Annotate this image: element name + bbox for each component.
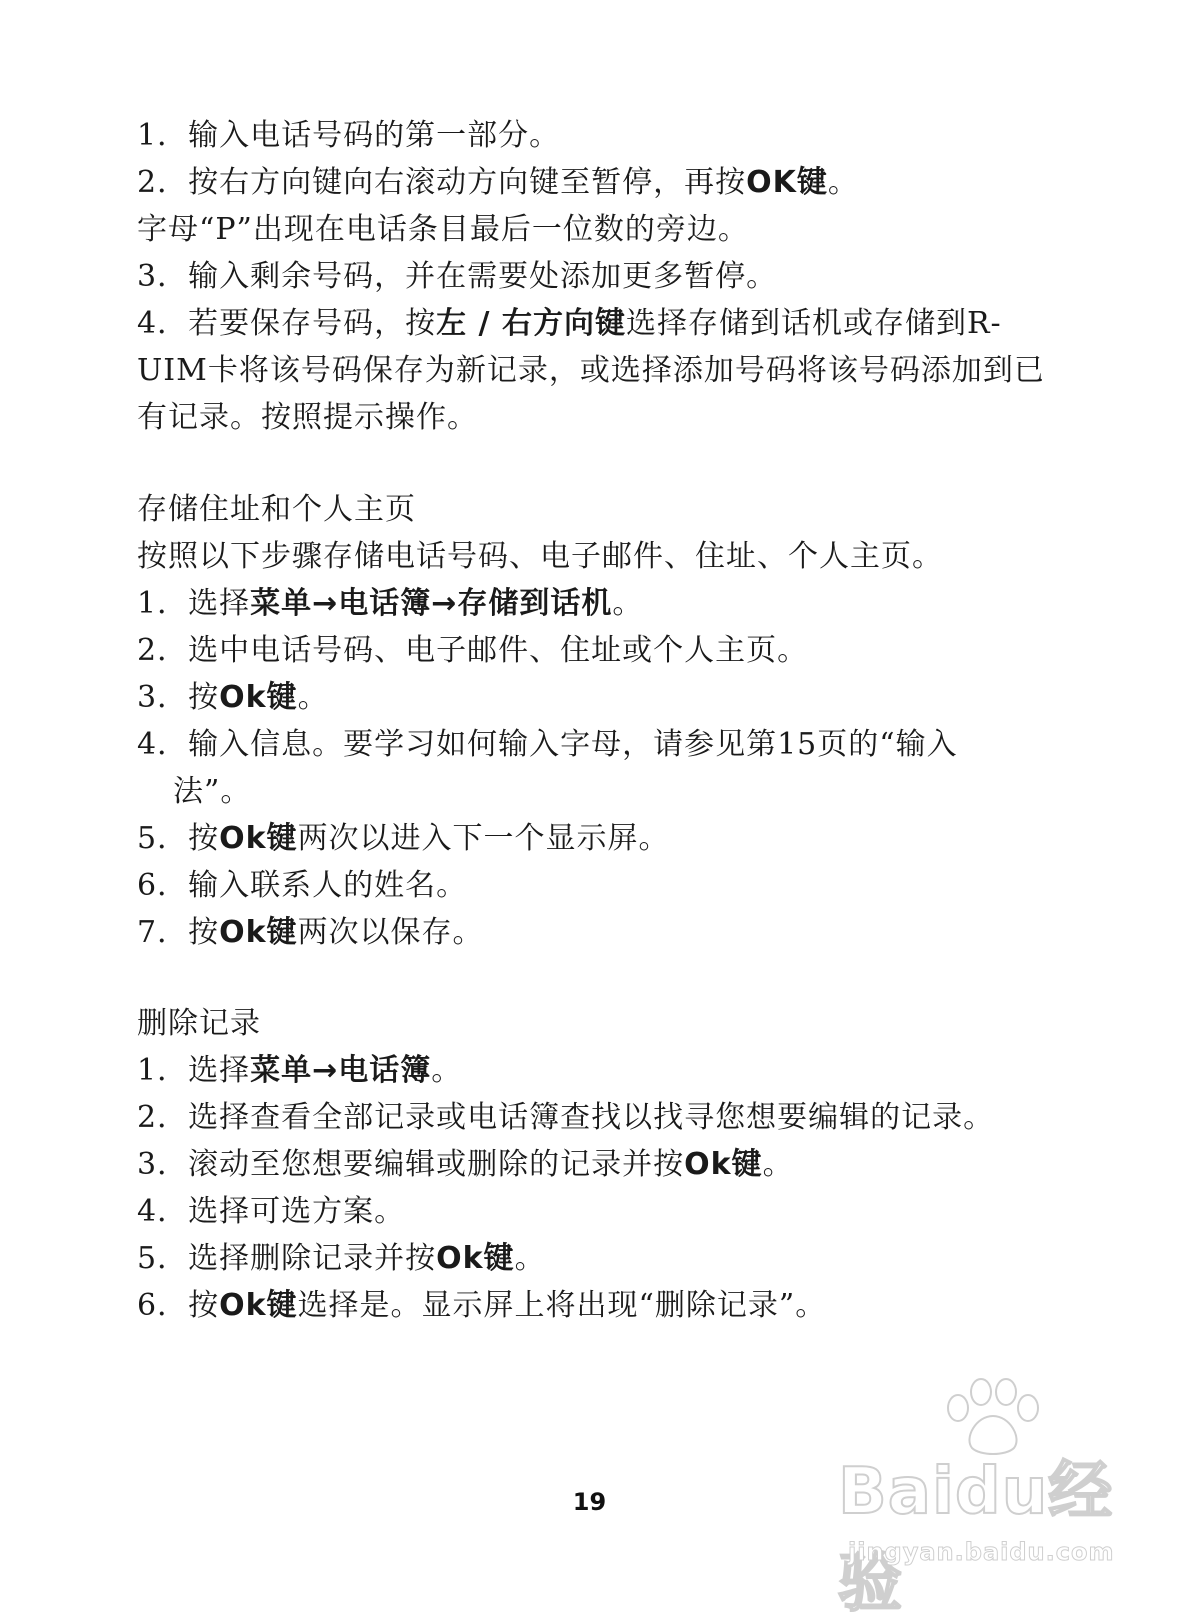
line-text: 4．选择可选方案。 bbox=[137, 1194, 406, 1229]
text-line bbox=[137, 1188, 1097, 1235]
line-text: 法”。 bbox=[173, 774, 252, 809]
line-text: 1．选择 bbox=[137, 586, 251, 621]
key-label: 左 / 右方向键 bbox=[436, 306, 626, 341]
line-text: 按照以下步骤存储电话号码、电子邮件、住址、个人主页。 bbox=[137, 539, 943, 574]
line-text: 1．选择 bbox=[137, 1053, 251, 1088]
line-text: 3．输入剩余号码，并在需要处添加更多暂停。 bbox=[137, 259, 778, 294]
page-number: 19 bbox=[572, 1488, 607, 1516]
key-label: Ok键 bbox=[436, 1241, 515, 1276]
line-text: 5．选择删除记录并按 bbox=[137, 1241, 437, 1276]
text-line-continued bbox=[137, 768, 1097, 815]
line-text: 。 bbox=[762, 1147, 794, 1182]
baidu-watermark bbox=[838, 1378, 1168, 1621]
menu-path: 菜单→电话簿 bbox=[250, 1053, 432, 1088]
line-text: 有记录。按照提示操作。 bbox=[137, 400, 478, 435]
text-line bbox=[137, 159, 1097, 206]
text-line bbox=[137, 674, 1097, 721]
text-line bbox=[137, 300, 1097, 347]
key-label: Ok键 bbox=[219, 821, 298, 856]
key-label: Ok键 bbox=[684, 1147, 763, 1182]
intro-block bbox=[137, 112, 1097, 441]
text-line bbox=[137, 533, 1097, 580]
line-text: 1．输入电话号码的第一部分。 bbox=[137, 118, 561, 153]
watermark-logo-text: Baidu经验 bbox=[838, 1455, 1114, 1621]
line-text: UIM卡将该号码保存为新记录，或选择添加号码将该号码添加到已 bbox=[137, 353, 1045, 388]
line-text: 4．输入信息。要学习如何输入字母，请参见第15页的“输入 bbox=[137, 727, 958, 762]
key-label: Ok键 bbox=[219, 1288, 298, 1323]
line-text: 两次以保存。 bbox=[297, 915, 484, 950]
document-page bbox=[137, 112, 1097, 1329]
text-line bbox=[137, 909, 1097, 956]
text-line bbox=[137, 394, 1097, 441]
line-text: 7．按 bbox=[137, 915, 220, 950]
line-text: 。 bbox=[297, 680, 329, 715]
line-text: 5．按 bbox=[137, 821, 220, 856]
text-line bbox=[137, 580, 1097, 627]
line-text: 。 bbox=[612, 586, 644, 621]
text-line bbox=[137, 862, 1097, 909]
line-text: 3．滚动至您想要编辑或删除的记录并按 bbox=[137, 1147, 685, 1182]
text-line bbox=[137, 721, 1097, 768]
section-spacer bbox=[137, 956, 1097, 1000]
line-text: 。 bbox=[431, 1053, 463, 1088]
key-label: Ok键 bbox=[219, 915, 298, 950]
section-heading: 存储住址和个人主页 bbox=[137, 492, 416, 527]
line-text: 6．输入联系人的姓名。 bbox=[137, 868, 468, 903]
text-line bbox=[137, 627, 1097, 674]
line-text: 2．选中电话号码、电子邮件、住址或个人主页。 bbox=[137, 633, 809, 668]
text-line bbox=[137, 1047, 1097, 1094]
line-text: 2．按右方向键向右滚动方向键至暂停，再按 bbox=[137, 165, 747, 200]
text-line bbox=[137, 253, 1097, 300]
menu-path: 菜单→电话簿→存储到话机 bbox=[250, 586, 613, 621]
line-text: 3．按 bbox=[137, 680, 220, 715]
line-text: 。 bbox=[827, 165, 859, 200]
section-store-address bbox=[137, 486, 1097, 956]
line-text: 4．若要保存号码，按 bbox=[137, 306, 437, 341]
line-text: 。 bbox=[514, 1241, 546, 1276]
line-text: 选择存储到话机或存储到R- bbox=[625, 306, 1002, 341]
text-line bbox=[137, 1141, 1097, 1188]
text-line bbox=[137, 815, 1097, 862]
watermark-url: jingyan.baidu.com bbox=[848, 1538, 1115, 1566]
line-text: 字母“P”出现在电话条目最后一位数的旁边。 bbox=[137, 212, 749, 247]
text-line bbox=[137, 1094, 1097, 1141]
key-label: OK键 bbox=[746, 165, 828, 200]
section-spacer bbox=[137, 441, 1097, 486]
text-line bbox=[137, 347, 1097, 394]
text-line bbox=[137, 206, 1097, 253]
text-line bbox=[137, 1282, 1097, 1329]
section-delete-record bbox=[137, 1000, 1097, 1329]
line-text: 两次以进入下一个显示屏。 bbox=[297, 821, 670, 856]
text-line bbox=[137, 1235, 1097, 1282]
line-text: 选择是。显示屏上将出现“删除记录”。 bbox=[297, 1288, 827, 1323]
text-line bbox=[137, 112, 1097, 159]
key-label: Ok键 bbox=[219, 680, 298, 715]
line-text: 2．选择查看全部记录或电话簿查找以找寻您想要编辑的记录。 bbox=[137, 1100, 995, 1135]
line-text: 6．按 bbox=[137, 1288, 220, 1323]
section-heading: 删除记录 bbox=[137, 1006, 261, 1041]
